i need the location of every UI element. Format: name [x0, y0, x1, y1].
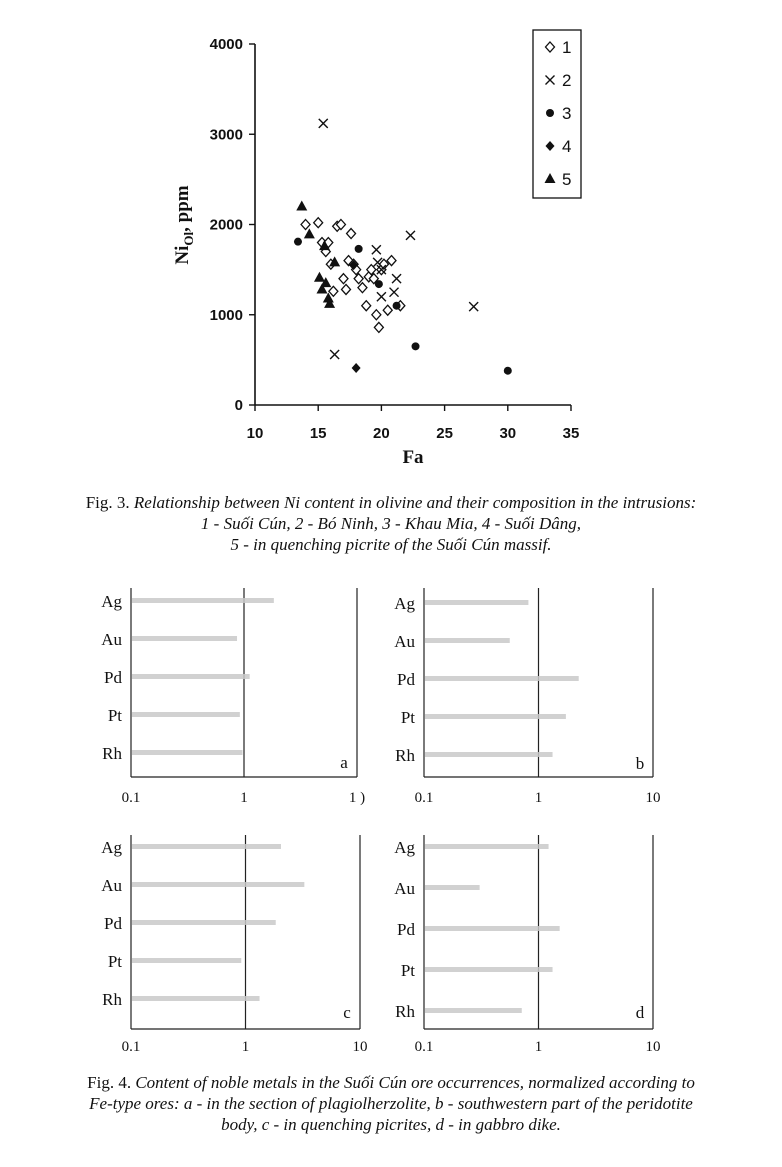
fig4d-bar-au	[425, 885, 480, 890]
fig4b-bar-ag	[425, 600, 528, 605]
fig4-caption-text1: Content of noble metals in the Suối Cún ore occurrences, normalized according to	[135, 1073, 695, 1092]
fig3-scatter-chart	[0, 0, 782, 480]
fig3-legend-label-4: 4	[562, 137, 572, 156]
fig3-point-series-2	[390, 288, 399, 297]
fig4-caption-prefix: Fig. 4.	[87, 1073, 132, 1092]
fig3-y-tick-label: 3000	[209, 126, 243, 144]
fig4d-x-tick-label: 1	[534, 1039, 543, 1055]
fig3-caption	[0, 492, 782, 555]
fig3-legend-label-2: 2	[562, 71, 572, 90]
fig4b-x-tick-label: 0.1	[414, 790, 434, 806]
fig4d-x-tick-label: 10	[645, 1039, 661, 1055]
fig3-x-tick-label: 35	[562, 425, 580, 442]
fig4a-bar-au	[132, 636, 237, 641]
fig3-point-series-2	[377, 292, 386, 301]
fig3-y-tick-label: 1000	[209, 306, 243, 324]
fig3-point-series-3	[294, 238, 302, 246]
fig3-points	[294, 119, 512, 375]
fig3-point-series-2	[469, 302, 478, 311]
fig4b-bar-pd	[425, 676, 579, 681]
fig3-point-series-1	[362, 301, 371, 311]
fig3-point-series-4	[352, 363, 361, 373]
fig4-panel-d	[391, 825, 782, 1060]
fig3-caption-line1	[0, 492, 782, 513]
fig3-point-series-1	[301, 220, 310, 230]
fig3-x-tick-label: 25	[436, 425, 453, 442]
fig3-legend-label-3: 3	[562, 104, 572, 123]
fig4b-x-tick-label: 1	[534, 790, 543, 806]
fig3-y-label-suffix: , ppm	[172, 185, 193, 232]
fig3-y-axis-label	[172, 185, 196, 264]
fig3-point-series-2	[319, 119, 328, 128]
fig4a-bar-rh	[132, 750, 242, 755]
fig3-point-series-3	[355, 245, 363, 253]
fig3-point-series-1	[358, 283, 367, 293]
fig4b-category-label-ag: Ag	[394, 594, 415, 613]
fig3-caption-line2: 1 - Suối Cún, 2 - Bó Ninh, 3 - Khau Mia, 4 - Suối Dâng,	[200, 514, 582, 533]
fig3-x-axis-label: Fa	[402, 447, 424, 468]
fig4a-category-label-pd: Pd	[104, 668, 122, 687]
fig3-point-series-2	[330, 350, 339, 359]
fig4-caption-line2: Fe-type ores: a - in the section of plagiolherzolite, b - southwestern part of the peridotite	[89, 1094, 693, 1113]
fig4b-category-label-rh: Rh	[395, 746, 415, 765]
fig3-point-series-1	[374, 322, 383, 332]
fig4a-category-label-ag: Ag	[101, 592, 122, 611]
fig4d-category-label-ag: Ag	[394, 838, 415, 857]
fig3-x-tick-label: 15	[309, 425, 327, 442]
fig3-caption-text1: Relationship between Ni content in olivine and their composition in the intrusions:	[133, 493, 697, 512]
fig3-caption-prefix: Fig. 3.	[85, 493, 130, 512]
fig4d-category-label-pt: Pt	[400, 961, 415, 980]
fig4b-bar-rh	[425, 752, 553, 757]
fig3-point-series-1	[342, 284, 351, 294]
fig3-point-series-2	[406, 231, 415, 240]
fig4d-x-tick-label: 0.1	[414, 1039, 434, 1055]
fig4c-category-label-rh: Rh	[102, 990, 122, 1009]
fig4a-panel-label: a	[340, 753, 348, 772]
fig3-y-tick-label: 2000	[209, 216, 243, 234]
fig4a-category-label-au: Au	[101, 630, 122, 649]
fig4-caption-line1	[0, 1072, 782, 1093]
fig4c-x-tick-label: 1	[241, 1039, 250, 1055]
fig3-legend-label-1: 1	[562, 38, 572, 57]
fig4-panel-c	[0, 825, 391, 1060]
fig4b-svg	[391, 580, 782, 820]
fig3-y-tick-label: 0	[234, 397, 243, 414]
fig4c-category-label-au: Au	[101, 876, 122, 895]
fig4c-panel-label: c	[343, 1003, 351, 1022]
fig3-point-series-5	[296, 200, 307, 210]
fig4a-svg	[0, 580, 391, 820]
fig3-point-series-1	[354, 274, 363, 284]
fig4-panel-a	[0, 580, 391, 810]
fig3-y-label-main: Ni	[172, 245, 193, 265]
fig3-x-tick-label: 10	[246, 425, 264, 442]
fig3-point-series-1	[347, 229, 356, 239]
fig3-y-label-sub: Ol	[181, 231, 196, 246]
fig4c-category-label-pt: Pt	[107, 952, 122, 971]
fig4b-x-tick-label: 10	[645, 790, 661, 806]
fig4c-category-label-ag: Ag	[101, 838, 122, 857]
fig4a-category-label-pt: Pt	[107, 706, 122, 725]
fig4a-bar-ag	[132, 598, 274, 603]
fig4a-category-label-rh: Rh	[102, 744, 122, 763]
fig3-point-series-3	[504, 367, 512, 375]
fig3-point-series-1	[383, 305, 392, 315]
fig4a-bar-pt	[132, 712, 240, 717]
fig3-point-series-1	[372, 310, 381, 320]
fig4-caption-line3: body, c - in quenching picrites, d - in gabbro dike.	[221, 1115, 561, 1134]
fig4d-category-label-pd: Pd	[397, 920, 415, 939]
fig3-point-series-2	[372, 245, 381, 254]
fig3-point-series-2	[392, 274, 401, 283]
fig3-axes	[172, 36, 579, 468]
fig3-point-series-1	[329, 286, 338, 296]
fig4d-category-label-rh: Rh	[395, 1002, 415, 1021]
fig3-point-series-1	[339, 274, 348, 284]
fig3-x-tick-label: 30	[499, 425, 517, 442]
fig3-point-series-3	[412, 342, 420, 350]
fig3-x-tick-label: 20	[373, 425, 390, 442]
fig4b-category-label-pt: Pt	[400, 708, 415, 727]
fig4d-bar-pt	[425, 967, 553, 972]
fig4c-bar-pt	[132, 958, 241, 963]
fig4d-bar-rh	[425, 1008, 522, 1013]
fig4c-bar-pd	[132, 920, 276, 925]
fig4b-panel-label: b	[635, 754, 645, 773]
fig3-point-series-3	[393, 302, 401, 310]
fig4c-bar-ag	[132, 844, 281, 849]
fig4c-category-label-pd: Pd	[104, 914, 122, 933]
fig4a-x-tick-label: 1	[240, 790, 248, 806]
fig3-legend-marker-3	[546, 109, 554, 117]
fig4-panel-b	[391, 580, 782, 810]
fig4d-bar-pd	[425, 926, 560, 931]
fig4d-panel-label: d	[635, 1003, 645, 1022]
fig4c-x-tick-label: 0.1	[121, 1039, 141, 1055]
fig4a-x-tick-label: 0.1	[121, 790, 141, 806]
fig3-legend	[533, 30, 581, 198]
fig3-legend-box	[533, 30, 581, 198]
fig3-point-series-1	[314, 218, 323, 228]
fig4b-bar-au	[425, 638, 510, 643]
fig4c-bar-rh	[132, 996, 260, 1001]
fig3-caption-line3: 5 - in quenching picrite of the Suối Cún massif.	[230, 535, 552, 554]
fig4d-bar-ag	[425, 844, 549, 849]
fig4d-svg	[391, 825, 782, 1065]
fig4c-x-tick-label: 10	[352, 1039, 368, 1055]
fig4b-bar-pt	[425, 714, 566, 719]
fig3-legend-label-5: 5	[562, 170, 572, 189]
fig3-y-tick-label: 4000	[209, 36, 243, 53]
fig4a-x-tick-label: 1 )	[348, 790, 366, 806]
fig4d-category-label-au: Au	[394, 879, 415, 898]
fig4b-category-label-au: Au	[394, 632, 415, 651]
fig4c-bar-au	[132, 882, 304, 887]
fig4-caption	[0, 1072, 782, 1135]
fig3-point-series-3	[375, 280, 383, 288]
fig4a-bar-pd	[132, 674, 250, 679]
fig3-point-series-5	[314, 272, 325, 282]
fig4c-svg	[0, 825, 391, 1065]
fig4b-category-label-pd: Pd	[397, 670, 415, 689]
